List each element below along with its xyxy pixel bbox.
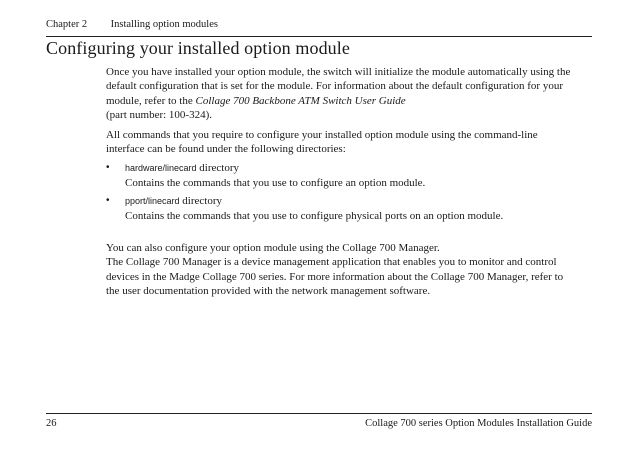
user-guide-title: Collage 700 Backbone ATM Switch User Guide [195,94,406,107]
list-item [106,161,576,175]
header-chapter: Chapter 2 [46,19,88,30]
directory-suffix: directory [196,162,239,175]
directory-name: hardware/linecard [125,163,197,174]
header-section: Installing option modules [110,19,218,30]
part-number-text: (part number: 100-324). [106,109,212,122]
bullet-icon: • [106,195,110,207]
running-header [46,19,218,30]
page-number: 26 [46,418,57,429]
manager-paragraph: You can also configure your option module using the Collage 700 Manager. [106,242,440,255]
footer-rule [46,413,592,414]
header-rule [46,36,592,37]
commands-paragraph: All commands that you require to configure your installed option module using the command-line interface can be found under the following directories: [106,128,538,156]
intro-paragraph [106,65,576,123]
list-item [106,194,576,208]
spacer [106,227,576,241]
intro-text: Once you have installed your option module, the switch will initialize the module automatically using the default configuration that is set for the module. For information about the default configuration for your module, refer to the [106,66,571,107]
directory-name: pport/linecard [125,196,180,207]
body-content [106,65,576,299]
section-title: Configuring your installed option module [46,38,350,58]
list-item-description: Contains the commands that you use to configure an option module. [125,176,426,189]
bullet-icon: • [106,162,110,174]
directory-suffix: directory [179,195,222,208]
book-title: Collage 700 series Option Modules Installation Guide [365,418,592,429]
list-item-description: Contains the commands that you use to configure physical ports on an option module. [125,209,504,222]
manager-description: The Collage 700 Manager is a device management application that enables you to monitor and control devices in the Madge Collage 700 series. For more information about the Collage 700 Manager, refer to the user documentation provided with the network management software. [106,256,564,298]
